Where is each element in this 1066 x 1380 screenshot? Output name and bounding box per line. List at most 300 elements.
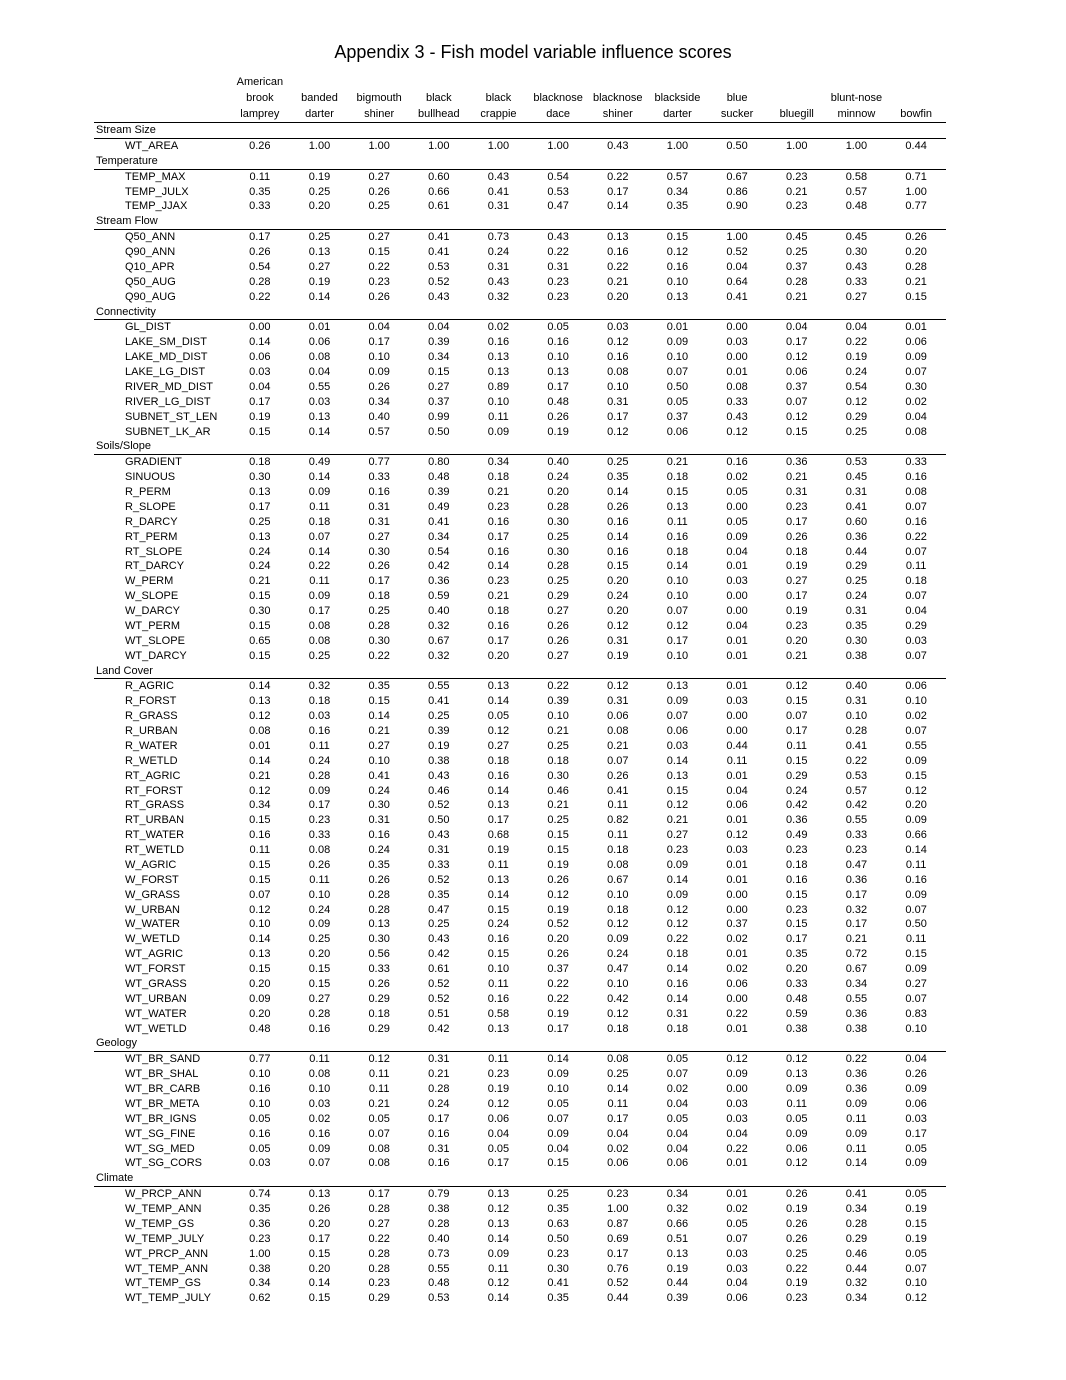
group-header-row — [94, 664, 946, 679]
score-cell: 0.16 — [368, 829, 390, 842]
score-cell: 0.06 — [905, 1097, 927, 1110]
score-cell: 0.18 — [607, 844, 629, 856]
score-cell: 0.31 — [487, 260, 510, 273]
variable-name-cell: WT_SG_FINE — [125, 1127, 196, 1140]
table-row — [94, 679, 946, 694]
score-cell: 0.01 — [707, 1187, 767, 1202]
score-cell: 0.14 — [308, 290, 331, 303]
score-cell: 0.49 — [428, 500, 450, 513]
species-column-header — [349, 74, 409, 123]
score-cell: 0.26 — [786, 530, 808, 543]
score-cell: 0.07 — [547, 1112, 569, 1125]
score-cell: 0.16 — [487, 515, 510, 528]
score-cell: 0.33 — [308, 829, 331, 842]
score-cell: 0.08 — [308, 351, 331, 364]
score-cell: 0.07 — [905, 725, 927, 737]
score-cell: 0.23 — [786, 619, 808, 632]
score-cell: 0.10 — [249, 918, 271, 931]
score-cell: 0.48 — [845, 200, 868, 213]
score-cell: 0.00 — [726, 500, 748, 513]
score-cell: 0.87 — [607, 1217, 629, 1230]
score-cell: 0.19 — [487, 1083, 510, 1095]
score-cell: 0.25 — [588, 455, 648, 470]
table-row — [94, 574, 946, 589]
table-row — [94, 515, 946, 530]
score-cell: 0.13 — [308, 410, 331, 423]
score-cell: 0.12 — [607, 336, 629, 349]
score-cell: 0.11 — [607, 1097, 629, 1110]
score-cell: 0.32 — [845, 1277, 868, 1290]
score-cell: 0.40 — [428, 605, 450, 617]
score-cell: 0.09 — [308, 1142, 331, 1155]
score-cell: 0.34 — [845, 977, 868, 990]
score-cell: 0.17 — [786, 725, 808, 737]
variable-name-cell: WT_SG_CORS — [125, 1157, 203, 1170]
score-cell: 0.12 — [666, 903, 689, 916]
score-cell: 0.57 — [648, 169, 708, 184]
score-cell: 0.14 — [528, 1052, 588, 1067]
score-cell: 0.26 — [368, 290, 390, 303]
score-cell: 0.28 — [547, 500, 569, 513]
score-cell: 0.32 — [845, 903, 868, 916]
variable-name-cell: R_WATER — [125, 739, 178, 752]
score-cell: 0.11 — [667, 515, 688, 528]
variable-name-cell: RT_WETLD — [125, 844, 185, 856]
score-cell: 0.09 — [905, 351, 927, 364]
variable-name-cell: WT_AGRIC — [125, 948, 184, 961]
score-cell: 0.28 — [368, 619, 390, 632]
score-cell: 0.23 — [786, 1292, 808, 1305]
score-cell: 0.13 — [786, 1068, 808, 1081]
variable-name-cell: W_URBAN — [125, 903, 181, 916]
score-cell: 0.12 — [726, 425, 748, 438]
score-cell: 0.55 — [428, 1262, 450, 1275]
score-cell: 0.09 — [786, 1127, 808, 1140]
score-cell: 0.02 — [726, 963, 748, 975]
score-cell: 0.52 — [547, 918, 569, 931]
score-cell: 0.17 — [845, 888, 868, 901]
score-cell: 0.35 — [349, 679, 409, 694]
score-cell: 0.41 — [368, 769, 390, 782]
score-cell: 0.30 — [547, 515, 569, 528]
species-header-line — [290, 74, 350, 90]
score-cell: 0.07 — [726, 1232, 748, 1245]
score-cell: 0.39 — [547, 695, 569, 708]
score-cell: 0.15 — [905, 948, 927, 961]
score-cell: 0.57 — [845, 784, 868, 797]
table-row — [94, 245, 946, 260]
score-cell: 0.15 — [428, 366, 450, 378]
score-cell: 0.20 — [249, 977, 271, 990]
variable-name-cell: WT_SLOPE — [125, 634, 185, 647]
score-cell: 0.21 — [607, 739, 629, 752]
score-cell: 0.27 — [786, 575, 808, 588]
score-cell: 0.50 — [905, 918, 927, 931]
score-cell: 0.05 — [886, 1187, 946, 1202]
score-cell: 0.04 — [607, 1127, 629, 1140]
score-cell: 0.46 — [428, 784, 450, 797]
score-cell: 0.57 — [368, 425, 390, 438]
group-header-row — [94, 439, 946, 454]
score-cell: 0.04 — [249, 380, 271, 393]
score-cell: 0.09 — [308, 590, 331, 603]
score-cell: 0.11 — [488, 1262, 509, 1275]
group-label: Soils/Slope — [96, 440, 152, 453]
score-cell: 0.55 — [845, 992, 868, 1005]
score-cell: 0.36 — [249, 1217, 271, 1230]
score-cell: 0.10 — [547, 1083, 569, 1095]
score-cell: 0.20 — [308, 948, 331, 961]
table-row — [94, 1067, 946, 1082]
species-header-line: minnow — [837, 108, 876, 120]
score-cell: 0.23 — [845, 844, 868, 856]
score-cell: 0.12 — [767, 1052, 827, 1067]
score-cell: 0.49 — [290, 455, 350, 470]
score-cell: 0.77 — [905, 200, 927, 213]
score-cell: 0.07 — [905, 500, 927, 513]
table-row — [94, 873, 946, 888]
score-cell: 0.50 — [547, 1232, 569, 1245]
score-cell: 0.52 — [428, 873, 450, 886]
score-cell: 0.43 — [726, 410, 748, 423]
score-cell: 0.41 — [607, 784, 629, 797]
score-cell: 0.15 — [607, 560, 629, 573]
table-row — [94, 1007, 946, 1022]
score-cell: 0.50 — [666, 380, 689, 393]
score-cell: 0.33 — [428, 858, 450, 871]
score-cell: 0.31 — [666, 1007, 689, 1020]
score-cell: 0.10 — [368, 754, 390, 767]
score-cell: 0.30 — [845, 246, 868, 258]
score-cell: 0.23 — [786, 903, 808, 916]
score-cell: 0.16 — [308, 1127, 331, 1140]
species-header-line: brook — [246, 92, 274, 104]
score-cell: 0.15 — [249, 873, 271, 886]
variable-name-cell: R_SLOPE — [125, 500, 176, 513]
score-cell: 0.32 — [666, 1203, 689, 1215]
score-cell: 0.71 — [886, 169, 946, 184]
score-cell: 0.28 — [368, 903, 390, 916]
score-cell: 0.11 — [309, 739, 330, 752]
variable-name-cell: WT_GRASS — [125, 977, 187, 990]
score-cell: 1.00 — [249, 1247, 271, 1260]
score-cell: 0.02 — [726, 1203, 748, 1215]
variable-name-cell: W_FORST — [125, 873, 179, 886]
score-cell: 0.12 — [607, 1007, 629, 1020]
score-cell: 0.08 — [368, 1142, 390, 1155]
score-cell: 0.27 — [349, 230, 409, 245]
score-cell: 0.30 — [368, 545, 390, 558]
score-cell: 0.28 — [905, 260, 927, 273]
score-cell: 0.24 — [428, 1097, 450, 1110]
score-cell: 0.73 — [428, 1247, 450, 1260]
table-row — [94, 470, 946, 485]
score-cell: 1.00 — [827, 138, 887, 153]
score-cell: 0.20 — [308, 1262, 331, 1275]
score-cell: 0.03 — [308, 1097, 331, 1110]
score-cell: 0.10 — [249, 1097, 271, 1110]
variable-name-cell: WT_TEMP_ANN — [125, 1262, 209, 1275]
score-cell: 0.04 — [726, 545, 748, 558]
score-cell: 0.35 — [666, 200, 689, 213]
score-cell: 0.12 — [487, 725, 510, 737]
score-cell: 0.35 — [428, 888, 450, 901]
score-cell: 0.12 — [666, 799, 689, 812]
table-row — [94, 425, 946, 440]
score-cell: 0.13 — [547, 366, 569, 378]
score-cell: 0.32 — [428, 649, 450, 662]
score-cell: 0.39 — [428, 725, 450, 737]
score-cell: 0.24 — [845, 366, 868, 378]
species-header-line — [349, 74, 409, 90]
score-cell: 0.08 — [308, 1068, 331, 1081]
score-cell: 0.31 — [845, 605, 868, 617]
score-cell: 0.26 — [607, 769, 629, 782]
table-row — [94, 275, 946, 290]
score-cell: 0.26 — [249, 246, 271, 258]
variable-name-cell: R_DARCY — [125, 515, 178, 528]
score-cell: 0.14 — [230, 679, 290, 694]
score-cell: 0.21 — [786, 471, 808, 484]
score-cell: 0.19 — [290, 169, 350, 184]
score-cell: 0.36 — [845, 530, 868, 543]
variable-name-cell: LAKE_LG_DIST — [125, 366, 206, 378]
score-cell: 0.12 — [249, 784, 271, 797]
score-cell: 0.22 — [547, 992, 569, 1005]
score-cell: 0.16 — [308, 1022, 331, 1035]
score-cell: 0.15 — [368, 695, 390, 708]
score-cell: 0.19 — [547, 858, 569, 871]
column-header-row — [94, 74, 946, 123]
score-cell: 0.90 — [726, 200, 748, 213]
score-cell: 0.00 — [726, 888, 748, 901]
score-cell: 0.16 — [249, 829, 271, 842]
score-cell: 0.23 — [547, 290, 569, 303]
species-header-line — [767, 90, 827, 106]
table-row — [94, 500, 946, 515]
score-cell: 0.16 — [249, 1127, 271, 1140]
score-cell: 0.01 — [726, 1157, 748, 1170]
score-cell: 0.01 — [726, 948, 748, 961]
score-cell: 0.03 — [726, 575, 748, 588]
score-cell: 0.73 — [469, 230, 529, 245]
score-cell: 0.16 — [308, 725, 331, 737]
table-row — [94, 917, 946, 932]
score-cell: 0.22 — [607, 260, 629, 273]
species-column-header — [469, 74, 529, 123]
score-cell: 0.18 — [308, 695, 331, 708]
score-cell: 0.01 — [726, 814, 748, 827]
score-cell: 0.42 — [428, 1022, 450, 1035]
score-cell: 0.05 — [249, 1112, 271, 1125]
score-cell: 0.12 — [905, 1292, 927, 1305]
score-cell: 0.30 — [845, 634, 868, 647]
score-cell: 0.17 — [487, 530, 510, 543]
score-cell: 0.25 — [845, 575, 868, 588]
score-cell: 0.09 — [845, 1127, 868, 1140]
score-cell: 0.66 — [428, 185, 450, 198]
score-cell: 0.14 — [487, 1232, 510, 1245]
score-cell: 0.15 — [905, 290, 927, 303]
variable-name-cell: WT_AREA — [94, 138, 230, 153]
species-header-line — [767, 74, 827, 90]
score-cell: 0.21 — [648, 455, 708, 470]
score-cell: 0.37 — [726, 918, 748, 931]
score-cell: 0.43 — [528, 230, 588, 245]
score-cell: 0.13 — [469, 1187, 529, 1202]
score-cell: 0.44 — [886, 138, 946, 153]
score-cell: 0.17 — [607, 410, 629, 423]
score-cell: 0.22 — [528, 679, 588, 694]
score-cell: 0.65 — [249, 634, 271, 647]
variable-name-cell: WT_BR_SHAL — [125, 1068, 199, 1081]
score-cell: 0.79 — [409, 1187, 469, 1202]
score-cell: 0.15 — [249, 963, 271, 975]
score-cell: 0.31 — [607, 395, 629, 408]
score-cell: 0.16 — [905, 515, 927, 528]
score-cell: 0.00 — [230, 320, 290, 335]
score-cell: 0.47 — [547, 200, 569, 213]
score-cell: 0.25 — [547, 814, 569, 827]
variable-name-cell: WT_BR_SAND — [94, 1052, 230, 1067]
score-cell: 0.03 — [726, 336, 748, 349]
score-cell: 0.41 — [726, 290, 748, 303]
score-cell: 0.17 — [786, 336, 808, 349]
score-cell: 0.10 — [368, 351, 390, 364]
score-cell: 0.15 — [487, 903, 510, 916]
score-cell: 0.28 — [428, 1083, 450, 1095]
score-cell: 0.26 — [547, 619, 569, 632]
table-row — [94, 395, 946, 410]
score-cell: 0.42 — [845, 799, 868, 812]
score-cell: 0.23 — [308, 814, 331, 827]
score-cell: 0.03 — [308, 395, 331, 408]
score-cell: 0.12 — [487, 1203, 510, 1215]
score-cell: 0.17 — [786, 590, 808, 603]
score-cell: 0.00 — [726, 903, 748, 916]
score-cell: 0.50 — [428, 425, 450, 438]
score-cell: 0.22 — [588, 169, 648, 184]
species-column-header — [767, 74, 827, 123]
score-cell: 0.12 — [786, 410, 808, 423]
table-row — [94, 1097, 946, 1112]
score-cell: 0.09 — [487, 1247, 510, 1260]
score-cell: 0.15 — [666, 486, 689, 498]
score-cell: 0.39 — [428, 486, 450, 498]
variable-name-cell: GRADIENT — [94, 455, 230, 470]
table-row — [94, 754, 946, 769]
score-cell: 0.14 — [845, 1157, 868, 1170]
score-cell: 0.25 — [547, 530, 569, 543]
score-cell: 0.13 — [666, 500, 689, 513]
score-cell: 0.00 — [726, 590, 748, 603]
score-cell: 1.00 — [767, 138, 827, 153]
species-header-line: blacknose — [593, 92, 643, 104]
score-cell: 0.17 — [349, 1187, 409, 1202]
score-cell: 0.19 — [547, 1007, 569, 1020]
score-cell: 0.17 — [487, 634, 510, 647]
score-cell: 0.01 — [290, 320, 350, 335]
variable-name-cell: W_WATER — [125, 918, 180, 931]
table-row — [94, 380, 946, 395]
score-cell: 0.35 — [547, 1203, 569, 1215]
score-cell: 0.10 — [666, 649, 689, 662]
score-cell: 0.15 — [249, 649, 271, 662]
score-cell: 0.14 — [487, 695, 510, 708]
table-row — [94, 1052, 946, 1067]
score-cell: 0.13 — [666, 1247, 689, 1260]
table-row — [94, 455, 946, 470]
group-label: Land Cover — [96, 664, 153, 677]
score-cell: 0.17 — [308, 1232, 331, 1245]
score-cell: 0.28 — [249, 275, 271, 288]
score-cell: 0.04 — [726, 619, 748, 632]
score-cell: 0.41 — [409, 230, 469, 245]
score-cell: 0.14 — [487, 1292, 510, 1305]
score-cell: 0.19 — [786, 1203, 808, 1215]
score-cell: 0.18 — [368, 1007, 390, 1020]
score-cell: 0.20 — [547, 486, 569, 498]
score-cell: 0.35 — [607, 471, 629, 484]
score-cell: 0.99 — [428, 410, 450, 423]
score-cell: 0.04 — [827, 320, 887, 335]
score-cell: 0.05 — [249, 1142, 271, 1155]
influence-scores-table — [94, 74, 946, 1306]
score-cell: 0.52 — [428, 992, 450, 1005]
score-cell: 0.23 — [666, 844, 689, 856]
score-cell: 0.01 — [726, 366, 748, 378]
score-cell: 0.42 — [786, 799, 808, 812]
table-row — [94, 335, 946, 350]
score-cell: 0.25 — [786, 1247, 808, 1260]
score-cell: 0.03 — [726, 844, 748, 856]
score-cell: 0.11 — [607, 799, 629, 812]
score-cell: 0.17 — [428, 1112, 450, 1125]
score-cell: 0.27 — [547, 605, 569, 617]
score-cell: 0.12 — [607, 619, 629, 632]
species-header-line — [886, 90, 946, 106]
score-cell: 0.36 — [428, 575, 450, 588]
score-cell: 0.09 — [666, 695, 689, 708]
variable-name-cell: W_TEMP_JULY — [125, 1232, 205, 1245]
score-cell: 0.12 — [487, 1277, 510, 1290]
score-cell: 0.45 — [767, 230, 827, 245]
species-column-header — [588, 74, 648, 123]
score-cell: 0.26 — [786, 1232, 808, 1245]
score-cell: 0.37 — [786, 260, 808, 273]
variable-name-cell: WT_FORST — [125, 963, 186, 975]
score-cell: 0.28 — [368, 888, 390, 901]
score-cell: 0.15 — [547, 844, 569, 856]
score-cell: 0.13 — [249, 530, 271, 543]
table-row — [94, 709, 946, 724]
score-cell: 0.44 — [666, 1277, 689, 1290]
group-label: Temperature — [96, 154, 158, 167]
table-body — [94, 123, 946, 1307]
score-cell: 0.06 — [726, 977, 748, 990]
score-cell: 0.30 — [249, 471, 271, 484]
score-cell: 0.22 — [368, 1232, 390, 1245]
score-cell: 0.61 — [428, 963, 450, 975]
score-cell: 0.37 — [547, 963, 569, 975]
score-cell: 0.12 — [666, 246, 689, 258]
table-row — [94, 619, 946, 634]
score-cell: 0.10 — [308, 1083, 331, 1095]
score-cell: 0.08 — [905, 486, 927, 498]
table-row — [94, 589, 946, 604]
score-cell: 0.26 — [547, 634, 569, 647]
score-cell: 0.09 — [905, 888, 927, 901]
